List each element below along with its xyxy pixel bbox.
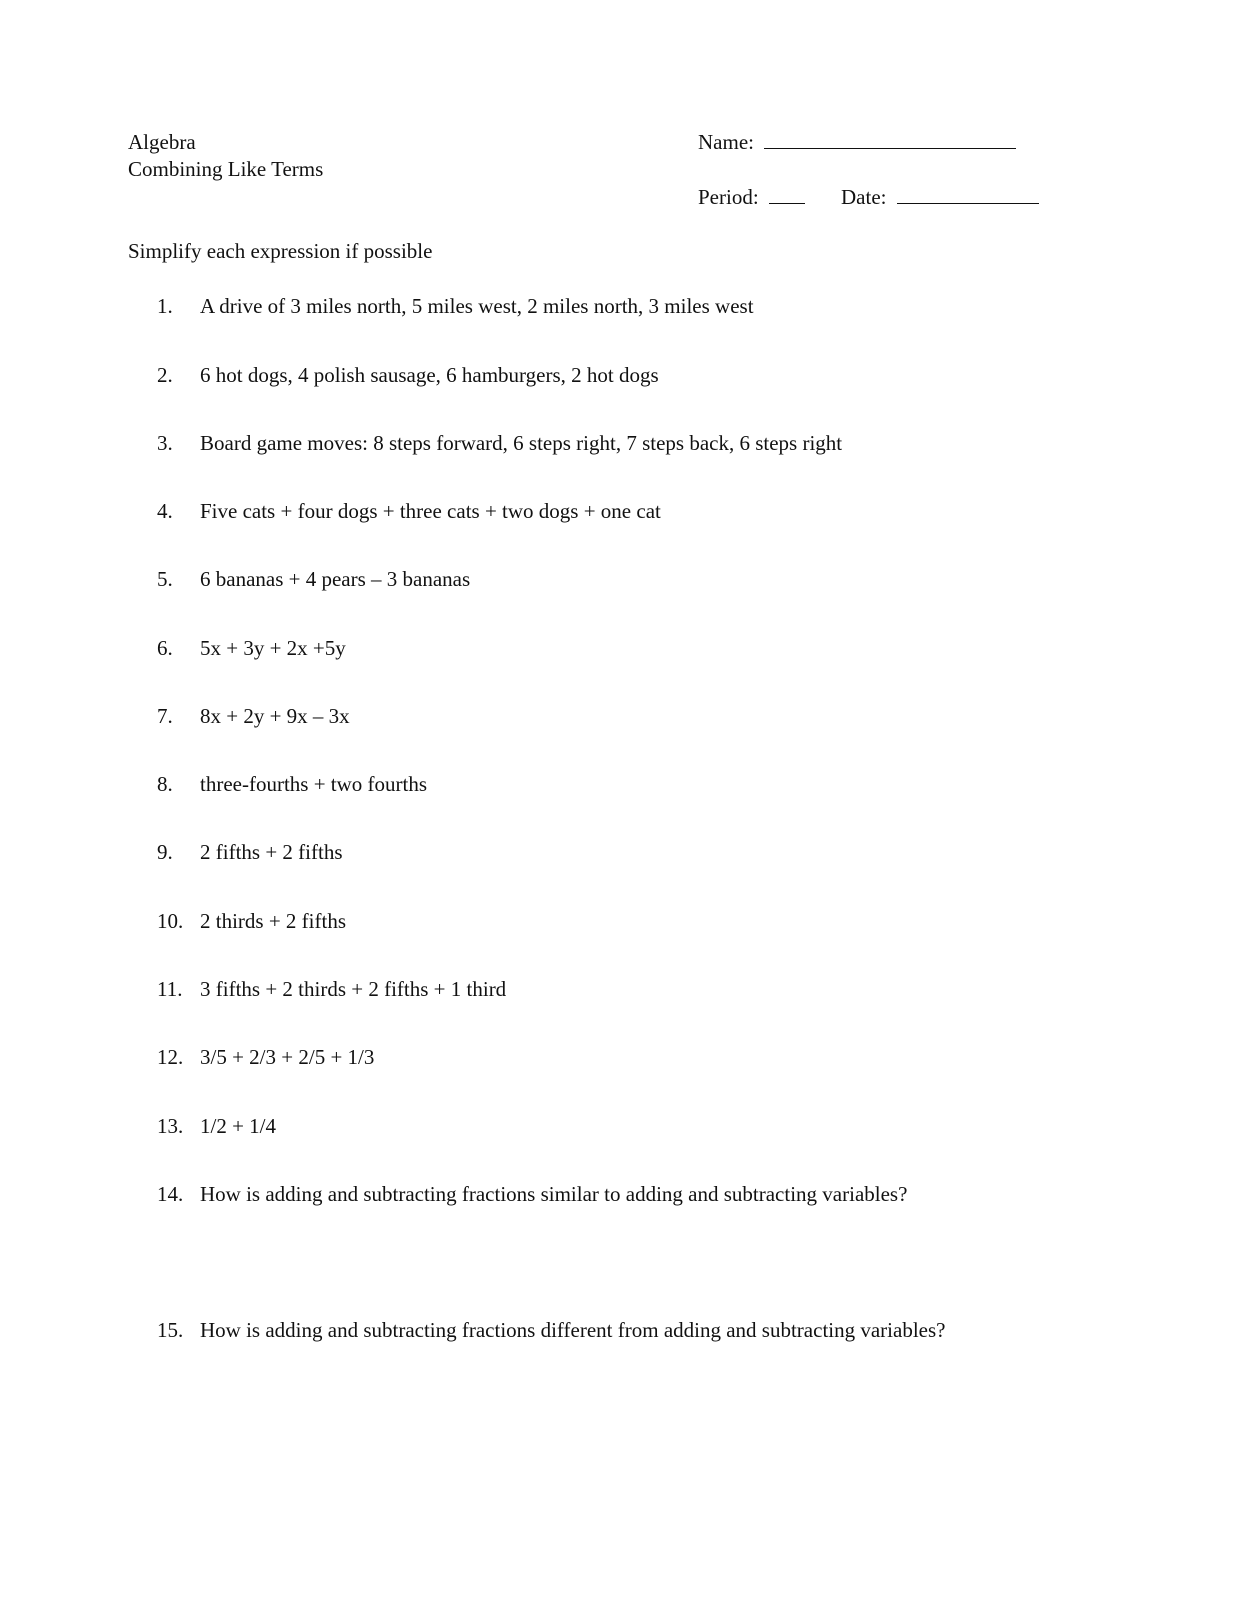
question-number: 14. — [157, 1182, 184, 1206]
question-number: 1. — [157, 294, 173, 318]
question-number: 7. — [157, 704, 173, 728]
question-number: 2. — [157, 363, 173, 387]
question-text: 2 thirds + 2 fifths — [200, 909, 347, 933]
subject-title: Algebra — [128, 130, 196, 154]
question-text: 6 hot dogs, 4 polish sausage, 6 hamburgers, 2 hot dogs — [200, 363, 659, 387]
question-number: 9. — [157, 840, 173, 864]
name-label: Name: — [698, 130, 754, 154]
question-text: Board game moves: 8 steps forward, 6 steps right, 7 steps back, 6 steps right — [200, 431, 843, 455]
question-text: 5x + 3y + 2x +5y — [200, 636, 346, 660]
question-text: A drive of 3 miles north, 5 miles west, 2 miles north, 3 miles west — [200, 294, 754, 318]
name-field — [698, 132, 1016, 153]
question-number: 3. — [157, 431, 173, 455]
question-text: 2 fifths + 2 fifths — [200, 840, 343, 864]
question-number: 4. — [157, 499, 173, 523]
period-label: Period: — [698, 185, 759, 209]
period-blank-line[interactable] — [769, 187, 805, 204]
question-number: 8. — [157, 772, 173, 796]
date-field — [841, 187, 1039, 208]
topic-title: Combining Like Terms — [128, 157, 324, 181]
date-label: Date: — [841, 185, 887, 209]
question-number: 15. — [157, 1318, 184, 1342]
name-blank-line[interactable] — [764, 132, 1016, 149]
period-field — [698, 187, 805, 208]
question-number: 11. — [157, 977, 183, 1001]
question-text: How is adding and subtracting fractions different from adding and subtracting variables? — [200, 1318, 946, 1342]
question-number: 12. — [157, 1045, 184, 1069]
instructions: Simplify each expression if possible — [128, 239, 433, 263]
question-text: 3 fifths + 2 thirds + 2 fifths + 1 third — [200, 977, 507, 1001]
question-text: three-fourths + two fourths — [200, 772, 428, 796]
question-text: Five cats + four dogs + three cats + two dogs + one cat — [200, 499, 661, 523]
date-blank-line[interactable] — [897, 187, 1039, 204]
question-text: 6 bananas + 4 pears – 3 bananas — [200, 567, 471, 591]
question-text: How is adding and subtracting fractions similar to adding and subtracting variables? — [200, 1182, 908, 1206]
question-number: 5. — [157, 567, 173, 591]
question-text: 1/2 + 1/4 — [200, 1114, 277, 1138]
question-number: 13. — [157, 1114, 184, 1138]
question-text: 8x + 2y + 9x – 3x — [200, 704, 350, 728]
question-number: 6. — [157, 636, 173, 660]
question-text: 3/5 + 2/3 + 2/5 + 1/3 — [200, 1045, 375, 1069]
question-number: 10. — [157, 909, 184, 933]
